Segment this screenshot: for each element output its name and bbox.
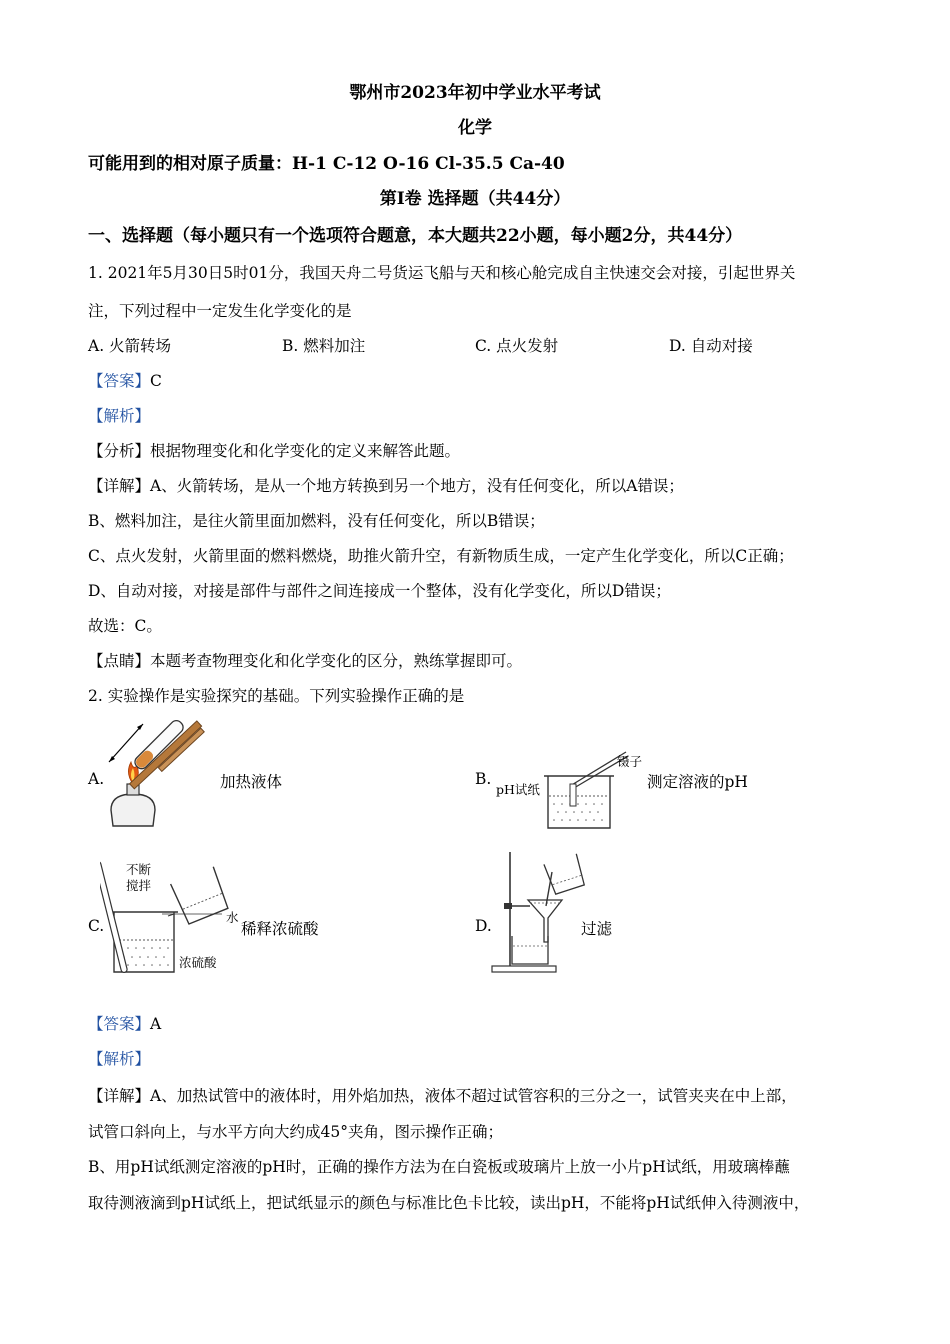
q2-answer: A <box>150 1015 162 1033</box>
q1-option-d: D. 自动对接 <box>669 337 753 355</box>
q2-option-d-caption: 过滤 <box>581 920 613 938</box>
q2-option-a-letter: A. <box>88 770 105 788</box>
filtration-figure <box>490 848 590 976</box>
stir-label-line-2: 搅拌 <box>126 878 152 893</box>
q2-option-b-caption: 测定溶液的pH <box>647 773 748 791</box>
q2-option-d-letter: D. <box>475 917 492 935</box>
q2-option-c-caption: 稀释浓硫酸 <box>241 920 319 938</box>
atomic-masses: 可能用到的相对原子质量：H-1 C-12 O-16 Cl-35.5 Ca-40 <box>88 154 565 174</box>
ph-paper-label: pH试纸 <box>496 782 540 797</box>
q1-analysis-tag: 【解析】 <box>88 407 151 425</box>
q2-analysis-line: 取待测液滴到pH试纸上，把试纸显示的颜色与标准比色卡比较，读出pH，不能将pH试纸伸入待测液中， <box>88 1194 810 1212</box>
acid-label: 浓硫酸 <box>179 955 217 970</box>
q1-stem-line-2: 注，下列过程中一定发生化学变化的是 <box>88 302 352 320</box>
q1-analysis-line: 【详解】A、火箭转场，是从一个地方转换到另一个地方，没有任何变化，所以A错误； <box>88 477 684 495</box>
q2-analysis-line: B、用pH试纸测定溶液的pH时，正确的操作方法为在白瓷板或玻璃片上放一小片pH试纸，用玻璃棒蘸 <box>88 1158 790 1176</box>
exam-title: 鄂州市2023年初中学业水平考试 <box>349 83 601 103</box>
q1-analysis-line: 【点睛】本题考查物理变化和化学变化的区分，熟练掌握即可。 <box>88 652 523 670</box>
q1-analysis-line: 【分析】根据物理变化和化学变化的定义来解答此题。 <box>88 442 461 460</box>
dilute-acid-figure <box>100 858 240 976</box>
q2-answer-line <box>88 1014 161 1034</box>
q1-option-b: B. 燃料加注 <box>282 337 366 355</box>
volume-title: 第Ⅰ卷 选择题（共44分） <box>379 189 571 209</box>
q1-option-a: A. 火箭转场 <box>88 337 172 355</box>
tweezers-label: 镊子 <box>617 754 643 769</box>
stir-label-line-1: 不断 <box>126 862 152 877</box>
answer-tag: 【答案】 <box>88 1015 151 1033</box>
q1-option-c: C. 点火发射 <box>475 337 559 355</box>
heating-liquid-figure <box>103 718 223 832</box>
q1-answer-line <box>88 371 162 391</box>
q1-analysis-line: B、燃料加注，是往火箭里面加燃料，没有任何变化，所以B错误； <box>88 512 545 530</box>
q1-analysis-line: C、点火发射，火箭里面的燃料燃烧，助推火箭升空，有新物质生成，一定产生化学变化，所以C正确； <box>88 547 794 565</box>
q2-option-a-caption: 加热液体 <box>220 773 283 791</box>
q2-option-b-letter: B. <box>475 770 492 788</box>
answer-tag: 【答案】 <box>88 372 151 390</box>
q1-analysis-line: 故选：C。 <box>88 617 162 635</box>
water-label: 水 <box>226 910 239 925</box>
q2-analysis-line: 试管口斜向上，与水平方向大约成45°夹角，图示操作正确； <box>88 1123 503 1141</box>
q1-stem-line-1: 1. 2021年5月30日5时01分，我国天舟二号货运飞船与天和核心舱完成自主快速交会对接，引起世界关 <box>88 264 796 282</box>
q1-answer: C <box>150 372 162 390</box>
q2-stem: 2. 实验操作是实验探究的基础。下列实验操作正确的是 <box>88 687 465 705</box>
q2-option-c-letter: C. <box>88 917 105 935</box>
section-title: 一、选择题（每小题只有一个选项符合题意，本大题共22小题，每小题2分，共44分） <box>88 226 743 246</box>
q1-analysis-line: D、自动对接，对接是部件与部件之间连接成一个整体，没有化学变化，所以D错误； <box>88 582 671 600</box>
q2-analysis-tag: 【解析】 <box>88 1050 151 1068</box>
subject-title: 化学 <box>458 118 492 138</box>
q2-analysis-line: 【详解】A、加热试管中的液体时，用外焰加热，液体不超过试管容积的三分之一，试管夹夹在中上部， <box>88 1087 797 1105</box>
